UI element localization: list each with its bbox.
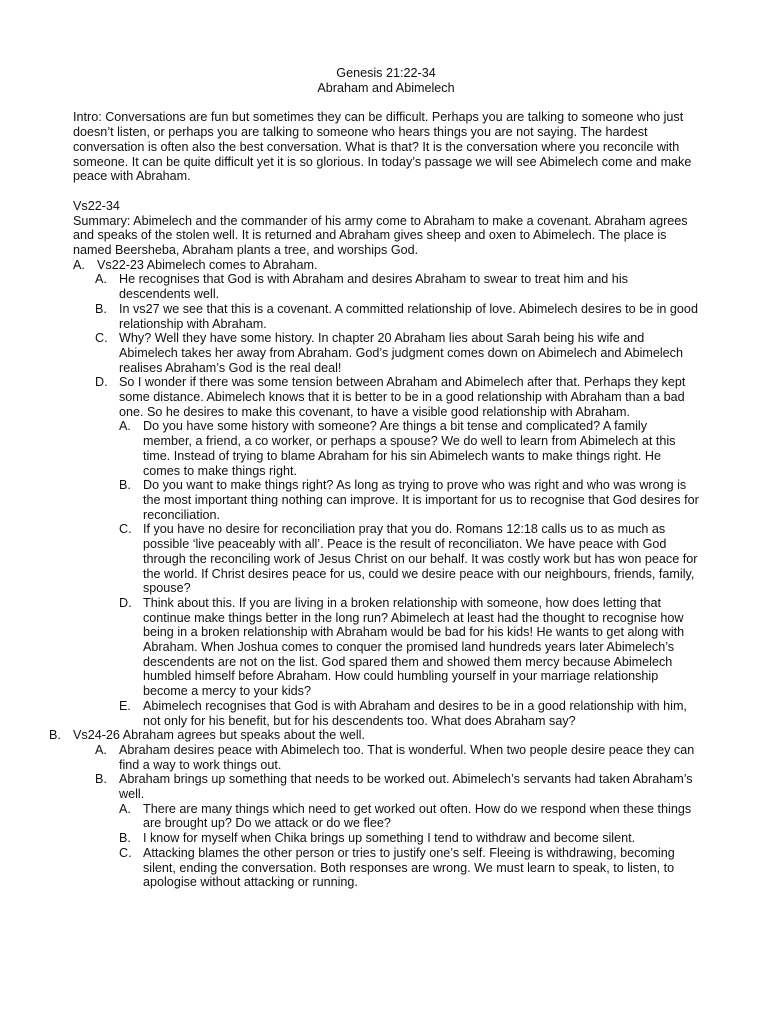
document-title: Genesis 21:22-34 xyxy=(336,66,436,80)
outline-item-a-b xyxy=(73,302,699,331)
outline-text: Attacking blames the other person or tries to justify one’s self. Fleeing is withdrawing, becoming silent, ending the conversation. Both responses are wrong. We must learn to speak, to listen, to apologise without attacking or running. xyxy=(143,845,675,890)
outline-marker: B. xyxy=(49,728,61,743)
outline-text: I know for myself when Chika brings up something I tend to withdraw and become silent. xyxy=(143,831,636,846)
outline-item-b-b-b xyxy=(73,831,699,846)
outline-marker: A. xyxy=(73,257,85,272)
outline-item-a-d xyxy=(73,375,699,419)
outline-marker: B. xyxy=(95,772,107,787)
section-heading: Vs22-34 xyxy=(73,198,120,213)
outline-marker: C. xyxy=(95,331,108,346)
outline-marker: E. xyxy=(119,698,131,713)
spacer xyxy=(73,95,699,110)
outline-item-b-b-c xyxy=(73,846,699,890)
outline-marker: A. xyxy=(119,419,131,434)
outline-item-b xyxy=(49,728,699,743)
outline-text: Vs24-26 Abraham agrees but speaks about the well. xyxy=(73,728,365,743)
outline-item-a-d-b xyxy=(73,478,699,522)
outline-item-b-a xyxy=(73,743,699,772)
outline-item-a-a xyxy=(73,272,699,301)
outline-item-a-e xyxy=(73,699,699,728)
summary-paragraph: Summary: Abimelech and the commander of his army come to Abraham to make a covenant. Abraham agrees and speaks of the stolen well. It is returned and Abraham gives sheep and oxen to Abimelech. The place is named Beersheba, Abraham plants a tree, and worships God. xyxy=(73,213,688,258)
outline-marker: B. xyxy=(119,478,131,493)
outline-item-b-b xyxy=(73,772,699,801)
outline-text: Think about this. If you are living in a broken relationship with someone, how does letting that continue make things better in the long run? Abimelech at least had the thought to recognise how being in a broken relationship with Abraham would be bad for his kids! He wants to get along with Abraham. When Joshua comes to conquer the promised land hundreds years later Abimelech’s descendents are not on the list. God spared them and showed them mercy because Abimelech humbled himself before Abraham. How could humbling yourself in your marriage relationship become a mercy to your kids? xyxy=(143,595,685,699)
outline-text: Vs22-23 Abimelech comes to Abraham. xyxy=(97,257,318,272)
outline-marker: A. xyxy=(95,742,107,757)
outline-text: If you have no desire for reconciliation pray that you do. Romans 12:18 calls us to as much as possible ‘live peaceably with all’. Peace is the result of reconciliaton. We have peace with God through the reconciling work of Jesus Christ on our behalf. It was costly work but has won peace for the world. If Christ desires peace for us, could we desire peace with our neighbours, friends, family, spouse? xyxy=(143,522,698,596)
outline-marker: D. xyxy=(95,375,108,390)
outline-text: There are many things which need to get worked out often. How do we respond when these things are brought up? Do we attack or do we flee? xyxy=(143,801,692,831)
outline-text: Abraham brings up something that needs to be worked out. Abimelech’s servants had taken Abraham’s well. xyxy=(119,772,693,802)
outline-text: Do you want to make things right? As long as trying to prove who was right and who was wrong is the most important thing nothing can improve. It is important for us to recognise that God desires for reconciliation. xyxy=(143,478,699,522)
outline-item-b-b-a xyxy=(73,802,699,831)
outline-marker: A. xyxy=(95,272,107,287)
outline-text: Why? Well they have some history. In chapter 20 Abraham lies about Sarah being his wife and Abimelech takes her away from Abraham. God’s judgment comes down on Abimelech and Abimelech realises Abraham’s God is the real deal! xyxy=(119,331,683,375)
intro-paragraph: Intro: Conversations are fun but sometimes they can be difficult. Perhaps you are talking to someone who just doesn’t listen, or perhaps you are talking to someone who hears things you are not saying. The hardest conversation is often also the best conversation. What is that? It is the conversation where you reconcile with someone. It can be quite difficult yet it is so glorious. In today’s passage we will see Abimelech come and make peace with Abraham. xyxy=(73,110,692,184)
outline-text: Abraham desires peace with Abimelech too. That is wonderful. When two people desire peace they can find a way to work things out. xyxy=(119,742,695,772)
outline-text: Do you have some history with someone? Are things a bit tense and complicated? A family member, a friend, a co worker, or perhaps a spouse? We do well to learn from Abimelech at this time. Instead of trying to blame Abraham for his sin Abimelech wants to make things right. He comes to make things right. xyxy=(143,419,676,478)
outline-item-a-d-d xyxy=(73,596,699,699)
document-subtitle: Abraham and Abimelech xyxy=(317,80,455,95)
outline-item-a-d-a xyxy=(73,419,699,478)
outline-item-a-d-c xyxy=(73,522,699,596)
outline-text: He recognises that God is with Abraham and desires Abraham to swear to treat him and his descendents well. xyxy=(119,272,628,302)
outline-marker: B. xyxy=(119,831,131,846)
outline-marker: D. xyxy=(119,595,132,610)
spacer xyxy=(73,184,699,199)
outline-item-a-c xyxy=(73,331,699,375)
outline-text: Abimelech recognises that God is with Abraham and desires to be in a good relationship with him, not only for his benefit, but for his descendents too. What does Abraham say? xyxy=(143,698,687,728)
outline-marker: B. xyxy=(95,301,107,316)
outline-marker: C. xyxy=(119,845,132,860)
outline-marker: C. xyxy=(119,522,132,537)
outline-item-a xyxy=(73,258,699,273)
document-page xyxy=(49,66,699,890)
outline-text: So I wonder if there was some tension between Abraham and Abimelech after that. Perhaps they kept some distance. Abimelech knows that it is better to be in a good relationship with Abraham than a bad one. So he desires to make this covenant, to have a visible good relationship with Abraham. xyxy=(119,375,686,419)
outline-text: In vs27 we see that this is a covenant. A committed relationship of love. Abimelech desires to be in good relationship with Abraham. xyxy=(119,301,698,331)
outline-marker: A. xyxy=(119,801,131,816)
